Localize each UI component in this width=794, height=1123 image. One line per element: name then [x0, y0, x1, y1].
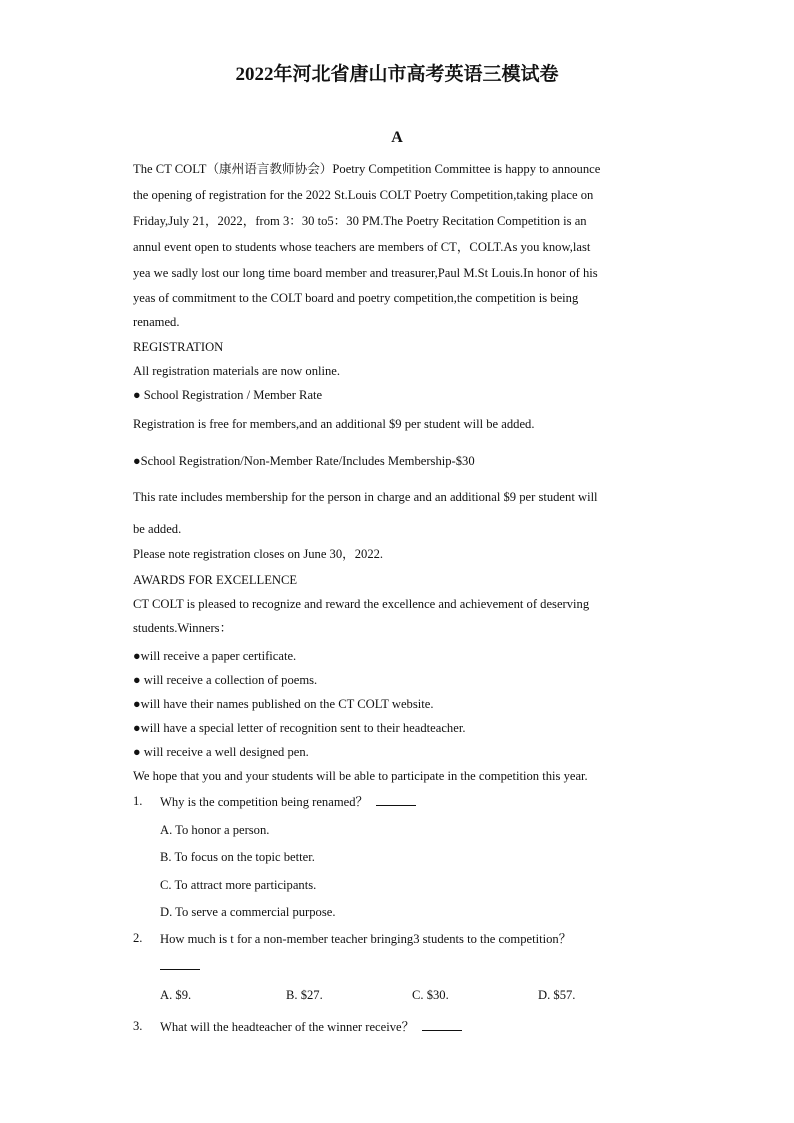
- question-number: 2.: [133, 931, 143, 945]
- question-number: 1.: [133, 794, 143, 808]
- option-b: B. $27.: [286, 988, 323, 1002]
- passage-line: ●will receive a paper certificate.: [133, 649, 297, 663]
- passage-line: REGISTRATION: [133, 340, 224, 354]
- passage-line: Registration is free for members,and an additional $9 per student will be added.: [133, 417, 535, 431]
- question-number: 3.: [133, 1019, 143, 1033]
- passage-line: the opening of registration for the 2022 St.Louis COLT Poetry Competition,taking place on: [133, 188, 594, 202]
- passage-line: The CT COLT（康州语言教师协会）Poetry Competition Committee is happy to announce: [133, 162, 601, 176]
- question-2: How much is t for a non-member teacher bringing3 students to the competition？: [160, 932, 572, 946]
- option-a: A. $9.: [160, 988, 192, 1002]
- option-d: D. To serve a commercial purpose.: [160, 905, 336, 919]
- passage-line: renamed.: [133, 315, 180, 329]
- page-title: 2022年河北省唐山市高考英语三模试卷: [235, 64, 559, 85]
- question-text: Why is the competition being renamed？: [160, 795, 369, 809]
- passage-line: annul event open to students whose teachers are members of CT，COLT.As you know,last: [133, 240, 591, 254]
- question-text: What will the headteacher of the winner receive？: [160, 1020, 415, 1034]
- passage-line: Please note registration closes on June 30，2022.: [133, 547, 384, 561]
- answer-blank: [160, 959, 200, 970]
- passage-line: AWARDS FOR EXCELLENCE: [133, 573, 298, 587]
- option-d: D. $57.: [538, 988, 576, 1002]
- passage-line: yeas of commitment to the COLT board and poetry competition,the competition is being: [133, 291, 579, 305]
- passage-line: ●School Registration/Non-Member Rate/Includes Membership-$30: [133, 454, 475, 468]
- passage-line: ●will have a special letter of recognition sent to their headteacher.: [133, 721, 466, 735]
- passage-line: Friday,July 21，2022，from 3：30 to5：30 PM.The Poetry Recitation Competition is an: [133, 214, 587, 228]
- option-b: B. To focus on the topic better.: [160, 850, 315, 864]
- option-a: A. To honor a person.: [160, 823, 270, 837]
- passage-line: This rate includes membership for the person in charge and an additional $9 per student will: [133, 490, 598, 504]
- passage-line: All registration materials are now online.: [133, 364, 341, 378]
- passage-line: ● School Registration / Member Rate: [133, 388, 323, 402]
- section-heading: A: [391, 129, 403, 146]
- passage-line: ● will receive a well designed pen.: [133, 745, 309, 759]
- passage-line: students.Winners：: [133, 621, 233, 635]
- answer-blank: [376, 795, 416, 806]
- passage-line: yea we sadly lost our long time board member and treasurer,Paul M.St Louis.In honor of his: [133, 266, 598, 280]
- question-1: [160, 794, 416, 810]
- question-3: [160, 1019, 462, 1035]
- passage-line: ●will have their names published on the CT COLT website.: [133, 697, 434, 711]
- option-c: C. $30.: [412, 988, 449, 1002]
- passage-line: We hope that you and your students will be able to participate in the competition this year.: [133, 769, 588, 783]
- passage-line: be added.: [133, 522, 182, 536]
- passage-line: CT COLT is pleased to recognize and reward the excellence and achievement of deserving: [133, 597, 590, 611]
- option-c: C. To attract more participants.: [160, 878, 317, 892]
- passage-line: ● will receive a collection of poems.: [133, 673, 318, 687]
- answer-blank: [422, 1020, 462, 1031]
- answer-blank-line: [160, 958, 200, 974]
